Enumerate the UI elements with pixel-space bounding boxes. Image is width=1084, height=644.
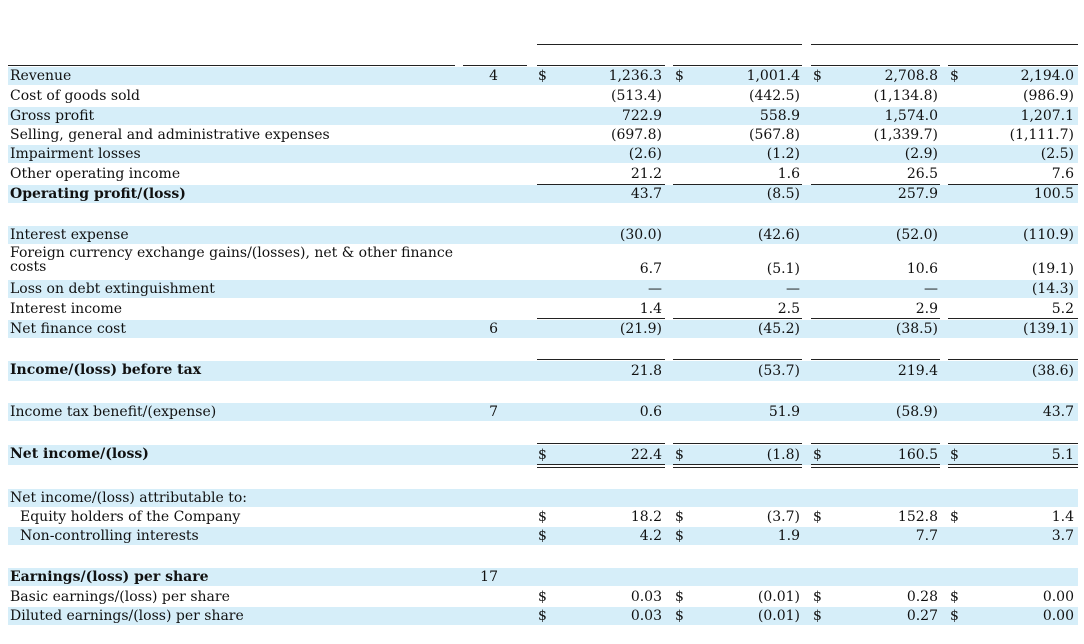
value-cell: 1,574.0 (884, 108, 938, 124)
currency-symbol: $ (538, 509, 547, 525)
currency-symbol: $ (950, 589, 959, 605)
value-cell: 21.8 (630, 363, 662, 379)
value-cell: (8.5) (766, 186, 800, 202)
subtotal-rule (948, 184, 1078, 185)
value-cell: 722.9 (621, 108, 662, 124)
currency-symbol: $ (950, 68, 959, 84)
row-label: Diluted earnings/(loss) per share (10, 608, 244, 624)
row-label: Selling, general and administrative expenses (10, 127, 330, 143)
value-cell: 0.03 (630, 608, 662, 624)
value-cell: 22.4 (630, 447, 662, 463)
subtotal-rule (537, 467, 665, 468)
row-label: Revenue (10, 68, 72, 84)
header-rule-col1 (537, 65, 665, 66)
subtotal-rule (811, 464, 940, 465)
value-cell: — (924, 281, 938, 297)
table-row (8, 403, 1078, 421)
currency-symbol: $ (538, 608, 547, 624)
group-rule-six (811, 44, 1078, 45)
subtotal-rule (537, 318, 665, 319)
table-row (8, 320, 1078, 338)
header-rule-col2 (673, 65, 802, 66)
subtotal-rule (537, 443, 665, 444)
subtotal-rule (673, 184, 802, 185)
value-cell: 219.4 (897, 363, 938, 379)
value-cell: 5.1 (1051, 447, 1074, 463)
value-cell: (986.9) (1022, 88, 1074, 104)
value-cell: 0.00 (1042, 589, 1074, 605)
table-row (8, 361, 1078, 381)
header-rule-notes (463, 65, 527, 66)
currency-symbol: $ (538, 68, 547, 84)
value-cell: 0.6 (639, 404, 662, 420)
value-cell: 1,207.1 (1020, 108, 1074, 124)
row-label: Equity holders of the Company (20, 509, 241, 525)
table-row (8, 508, 1078, 526)
row-label: Net finance cost (10, 321, 126, 337)
currency-symbol: $ (675, 68, 684, 84)
value-cell: — (648, 281, 662, 297)
row-label: Cost of goods sold (10, 88, 140, 104)
value-cell: 6.7 (639, 261, 662, 277)
value-cell: (14.3) (1031, 281, 1074, 297)
value-cell: (1.8) (766, 447, 800, 463)
table-row (8, 607, 1078, 625)
value-cell: (53.7) (757, 363, 800, 379)
value-cell: (52.0) (895, 227, 938, 243)
row-label: Net income/(loss) (10, 446, 149, 462)
value-cell: (110.9) (1022, 227, 1074, 243)
value-cell: 5.2 (1051, 301, 1074, 317)
value-cell: 4.2 (639, 528, 662, 544)
table-row (8, 280, 1078, 298)
currency-symbol: $ (675, 528, 684, 544)
table-row (8, 588, 1078, 606)
row-note: 17 (480, 569, 498, 585)
value-cell: 160.5 (897, 447, 938, 463)
value-cell: 1.9 (777, 528, 800, 544)
currency-symbol: $ (813, 608, 822, 624)
group-rule-three (537, 44, 802, 45)
value-cell: 2.9 (915, 301, 938, 317)
value-cell: (38.6) (1031, 363, 1074, 379)
subtotal-rule (537, 184, 665, 185)
value-cell: (45.2) (757, 321, 800, 337)
currency-symbol: $ (538, 528, 547, 544)
value-cell: 7.7 (915, 528, 938, 544)
header-rule-col3 (811, 65, 940, 66)
currency-symbol: $ (675, 608, 684, 624)
row-label: Income/(loss) before tax (10, 362, 202, 378)
subtotal-rule (811, 359, 940, 360)
table-row (8, 489, 1078, 507)
currency-symbol: $ (675, 509, 684, 525)
subtotal-rule (948, 467, 1078, 468)
table-row (8, 226, 1078, 244)
value-cell: (2.5) (1040, 146, 1074, 162)
value-cell: (0.01) (757, 589, 800, 605)
table-row (8, 87, 1078, 105)
value-cell: (442.5) (748, 88, 800, 104)
subtotal-rule (811, 443, 940, 444)
row-label: Earnings/(loss) per share (10, 569, 209, 585)
value-cell: (2.6) (628, 146, 662, 162)
value-cell: 2,194.0 (1020, 68, 1074, 84)
currency-symbol: $ (950, 447, 959, 463)
table-row (8, 445, 1078, 465)
row-label: Basic earnings/(loss) per share (10, 589, 230, 605)
row-label: Other operating income (10, 166, 181, 182)
value-cell: (1,111.7) (1009, 127, 1074, 143)
table-row (8, 126, 1078, 144)
subtotal-rule (948, 464, 1078, 465)
value-cell: (513.4) (610, 88, 662, 104)
currency-symbol: $ (813, 68, 822, 84)
value-cell: (19.1) (1031, 261, 1074, 277)
row-label: Income tax benefit/(expense) (10, 404, 217, 420)
currency-symbol: $ (675, 447, 684, 463)
row-label: Impairment losses (10, 146, 141, 162)
value-cell: 3.7 (1051, 528, 1074, 544)
value-cell: (567.8) (748, 127, 800, 143)
value-cell: 18.2 (630, 509, 662, 525)
currency-symbol: $ (813, 447, 822, 463)
table-row (8, 67, 1078, 85)
value-cell: 1,236.3 (608, 68, 662, 84)
subtotal-rule (673, 318, 802, 319)
value-cell: 2.5 (777, 301, 800, 317)
value-cell: 51.9 (768, 404, 800, 420)
row-label: Gross profit (10, 108, 95, 124)
value-cell: 43.7 (630, 186, 662, 202)
currency-symbol: $ (538, 447, 547, 463)
currency-symbol: $ (950, 608, 959, 624)
value-cell: (139.1) (1022, 321, 1074, 337)
table-row (8, 300, 1078, 318)
table-row (8, 185, 1078, 203)
row-note: 4 (489, 68, 498, 84)
table-row (8, 165, 1078, 183)
value-cell: 43.7 (1042, 404, 1074, 420)
subtotal-rule (537, 464, 665, 465)
value-cell: (2.9) (904, 146, 938, 162)
row-label-line2: costs (10, 259, 47, 275)
subtotal-rule (673, 467, 802, 468)
value-cell: 0.27 (906, 608, 938, 624)
row-label: Loss on debt extinguishment (10, 281, 215, 297)
table-row (8, 107, 1078, 125)
subtotal-rule (673, 464, 802, 465)
currency-symbol: $ (813, 589, 822, 605)
value-cell: (5.1) (766, 261, 800, 277)
value-cell: (42.6) (757, 227, 800, 243)
row-label: Interest income (10, 301, 123, 317)
subtotal-rule (673, 359, 802, 360)
value-cell: 100.5 (1033, 186, 1074, 202)
table-row (8, 145, 1078, 163)
currency-symbol: $ (950, 509, 959, 525)
value-cell: 0.28 (906, 589, 938, 605)
value-cell: 1.6 (777, 166, 800, 182)
value-cell: 1.4 (1051, 509, 1074, 525)
value-cell: (21.9) (619, 321, 662, 337)
currency-symbol: $ (538, 589, 547, 605)
value-cell: (3.7) (766, 509, 800, 525)
value-cell: 10.6 (906, 261, 938, 277)
row-label: Interest expense (10, 227, 129, 243)
table-row (8, 246, 1078, 278)
value-cell: 7.6 (1051, 166, 1074, 182)
subtotal-rule (811, 318, 940, 319)
value-cell: (0.01) (757, 608, 800, 624)
row-note: 6 (489, 321, 498, 337)
row-label (10, 246, 460, 274)
value-cell: 1.4 (639, 301, 662, 317)
value-cell: 0.03 (630, 589, 662, 605)
value-cell: — (786, 281, 800, 297)
value-cell: 558.9 (759, 108, 800, 124)
table-row (8, 527, 1078, 545)
header-rule-col4 (948, 65, 1078, 66)
currency-symbol: $ (813, 509, 822, 525)
value-cell: (30.0) (619, 227, 662, 243)
row-label: Non-controlling interests (20, 528, 199, 544)
subtotal-rule (948, 443, 1078, 444)
value-cell: 0.00 (1042, 608, 1074, 624)
value-cell: (58.9) (895, 404, 938, 420)
value-cell: 2,708.8 (884, 68, 938, 84)
subtotal-rule (811, 467, 940, 468)
subtotal-rule (948, 359, 1078, 360)
value-cell: 152.8 (897, 509, 938, 525)
subtotal-rule (673, 443, 802, 444)
value-cell: (1.2) (766, 146, 800, 162)
value-cell: (1,134.8) (873, 88, 938, 104)
row-note: 7 (489, 404, 498, 420)
header-rule-label (8, 65, 455, 66)
value-cell: 1,001.4 (746, 68, 800, 84)
value-cell: 21.2 (630, 166, 662, 182)
table-row (8, 568, 1078, 586)
value-cell: (697.8) (610, 127, 662, 143)
subtotal-rule (811, 184, 940, 185)
value-cell: 26.5 (906, 166, 938, 182)
currency-symbol: $ (675, 589, 684, 605)
subtotal-rule (537, 359, 665, 360)
subtotal-rule (948, 318, 1078, 319)
row-label: Net income/(loss) attributable to: (10, 490, 247, 506)
row-label: Operating profit/(loss) (10, 186, 186, 202)
value-cell: (1,339.7) (873, 127, 938, 143)
value-cell: 257.9 (897, 186, 938, 202)
row-label-line1: Foreign currency exchange gains/(losses), net & other finance (10, 245, 454, 261)
value-cell: (38.5) (895, 321, 938, 337)
